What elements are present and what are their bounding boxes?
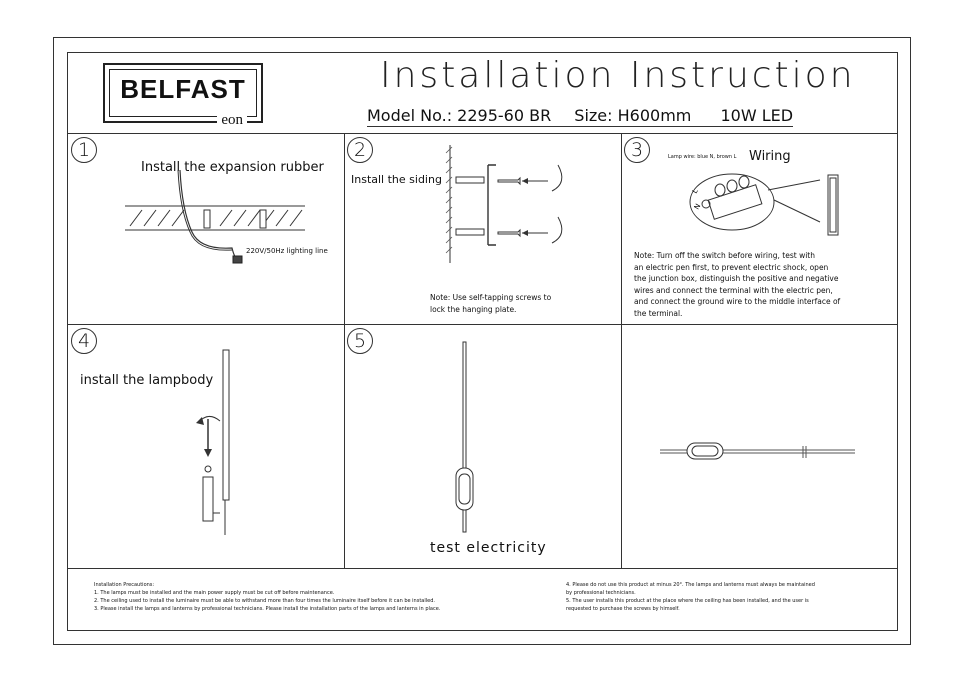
precaution-item: 2. The ceiling used to install the luminaire must be able to withstand more than four times the luminaire itself before it can be installed. xyxy=(94,598,435,604)
step-3-note xyxy=(634,250,840,319)
test-electricity-diagram xyxy=(445,340,485,540)
step-3-note-line: the terminal. xyxy=(634,308,683,318)
terminal-letter-n: N xyxy=(692,202,703,211)
brand-sub: eon xyxy=(217,112,247,129)
size-label: Size: H600mm xyxy=(574,106,692,125)
step-3-note-line: and connect the ground wire to the middle interface of xyxy=(634,297,841,306)
step-4-number: 4 xyxy=(71,328,97,354)
step-1-number: 1 xyxy=(71,137,97,163)
precaution-item: by professional technicians. xyxy=(566,590,636,596)
brand-name: BELFAST xyxy=(120,74,246,104)
terminal-letter-l: L xyxy=(690,187,700,195)
precaution-item: 5. The user installs this product at the place where the ceiling has been installed, and the user is xyxy=(566,598,809,604)
lamp-horizontal-diagram xyxy=(660,440,860,464)
brand-logo xyxy=(103,63,263,128)
step-1-caption: Install the expansion rubber xyxy=(141,160,324,175)
power-label: 10W LED xyxy=(720,106,794,125)
step-5-caption: test electricity xyxy=(430,540,547,556)
step-3-number: 3 xyxy=(624,137,650,163)
expansion-rubber-diagram xyxy=(120,170,300,280)
precaution-item: requested to purchase the screws by himself. xyxy=(566,606,680,612)
page-title: Installation Instruction xyxy=(380,55,856,96)
lamp-wire-label: Lamp wire: blue N, brown L xyxy=(668,154,737,160)
step-4-caption: install the lampbody xyxy=(80,373,214,388)
step-3-note-line: Note: Turn off the switch before wiring, test with xyxy=(634,251,815,260)
precaution-item: 4. Please do not use this product at minus 20°. The lamps and lanterns must always be maintained xyxy=(566,582,815,588)
wiring-diagram xyxy=(680,160,860,250)
step-3-note-line: the junction box, distinguish the positive and negative xyxy=(634,274,839,283)
step-3-note-line: wires and connect the terminal with the electric pen, xyxy=(634,285,833,295)
step-5-number: 5 xyxy=(347,328,373,354)
siding-diagram xyxy=(440,145,580,265)
precaution-item: 1. The lamps must be installed and the main power supply must be cut off before maintenance. xyxy=(94,590,335,596)
grid-line xyxy=(67,324,898,325)
grid-line xyxy=(67,568,898,569)
precaution-item: 3. Please install the lamps and lanterns by professional technicians. Please install the installation parts of the lamps and lanterns in place. xyxy=(94,606,441,612)
model-info xyxy=(367,106,793,127)
grid-line xyxy=(67,133,898,134)
lighting-line-label: 220V/50Hz lighting line xyxy=(246,247,328,255)
step-2-note-line: lock the hanging plate. xyxy=(430,304,517,314)
precautions-heading: Installation Precautions: xyxy=(94,582,155,588)
step-2-note xyxy=(430,292,551,315)
step-3-note-line: an electric pen first, to prevent electric shock, open xyxy=(634,262,829,272)
grid-line xyxy=(621,133,622,568)
step-2-caption: Install the siding xyxy=(351,173,442,186)
lampbody-diagram xyxy=(180,345,250,545)
step-2-note-line: Note: Use self-tapping screws to xyxy=(430,293,552,302)
grid-line xyxy=(344,133,345,568)
model-number: Model No.: 2295-60 BR xyxy=(367,106,552,125)
step-3-caption: Wiring xyxy=(749,149,791,164)
step-2-number: 2 xyxy=(347,137,373,163)
